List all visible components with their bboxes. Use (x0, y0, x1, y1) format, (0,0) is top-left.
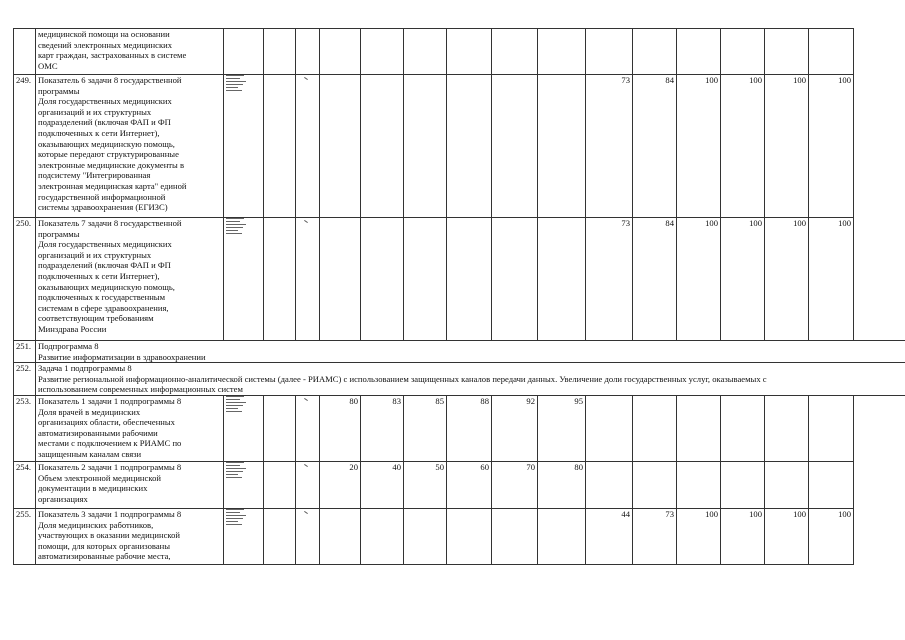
empty-cell (264, 461, 296, 508)
empty-cell (264, 218, 296, 341)
value-cell (765, 461, 809, 508)
illegible-scribble (226, 411, 242, 412)
illegible-scribble (226, 402, 246, 403)
illegible-scribble (226, 408, 238, 409)
value-cell: 100 (765, 218, 809, 341)
illegible-scribble (226, 75, 244, 76)
illegible-scribble (226, 512, 240, 513)
value-cell: 88 (447, 395, 492, 461)
illegible-scribble (226, 227, 243, 228)
illegible-scribble (226, 87, 238, 88)
value-cell (492, 75, 538, 218)
department-cell (224, 75, 264, 218)
section-title: Подпрограмма 8 Развитие информатизации в здравоохранении (36, 341, 905, 363)
row-number: 254. (14, 461, 36, 508)
department-cell (224, 29, 264, 75)
value-cell (721, 395, 765, 461)
empty-cell (264, 395, 296, 461)
value-cell: 100 (677, 508, 721, 564)
value-cell (361, 75, 404, 218)
value-cell (361, 508, 404, 564)
empty-cell (264, 75, 296, 218)
empty-cell (264, 508, 296, 564)
value-cell: 20 (320, 461, 361, 508)
indicator-description: Показатель 2 задачи 1 подпрограммы 8 Объем электронной медицинской документации в медицинских организациях (36, 461, 224, 508)
value-cell (538, 75, 586, 218)
row-number: 249. (14, 75, 36, 218)
indicator-description: Показатель 7 задачи 8 государственной программы Доля государственных медицинских организаций и их структурных подразделений (включая ФАП и ФП подключенных к сети Интернет), оказывающих медицинскую помощь, подключенных к государственным системам в сфере здравоохранения, соответствующим требованиям Минздрава России (36, 218, 224, 341)
row-number: 252. (14, 363, 36, 396)
value-cell (447, 29, 492, 75)
illegible-scribble (226, 396, 244, 397)
value-cell (320, 508, 361, 564)
row-number: 255. (14, 508, 36, 564)
value-cell (361, 218, 404, 341)
illegible-scribble (226, 224, 246, 225)
value-cell: 84 (633, 218, 677, 341)
value-cell (633, 461, 677, 508)
tick-cell (296, 461, 320, 508)
value-cell: 92 (492, 395, 538, 461)
tick-mark (304, 511, 308, 514)
indicator-description: медицинской помощи на основании сведений электронных медицинских карт граждан, застрахованных в системе ОМС (36, 29, 224, 75)
value-cell (320, 218, 361, 341)
table-row (14, 395, 905, 461)
illegible-scribble (226, 218, 244, 219)
value-cell: 100 (809, 218, 854, 341)
value-cell: 100 (721, 75, 765, 218)
illegible-scribble (226, 233, 242, 234)
illegible-scribble (226, 81, 246, 82)
value-cell: 83 (361, 395, 404, 461)
value-cell (721, 461, 765, 508)
tick-mark (304, 398, 308, 401)
value-cell (320, 29, 361, 75)
value-cell (320, 75, 361, 218)
tick-cell (296, 75, 320, 218)
value-cell (677, 461, 721, 508)
tick-cell (296, 218, 320, 341)
illegible-scribble (226, 90, 242, 91)
value-cell: 100 (809, 75, 854, 218)
illegible-scribble (226, 509, 244, 510)
value-cell (809, 395, 854, 461)
value-cell (586, 461, 633, 508)
illegible-scribble (226, 78, 240, 79)
value-cell: 100 (765, 75, 809, 218)
value-cell (447, 508, 492, 564)
section-row (14, 341, 905, 363)
tick-mark (304, 464, 308, 467)
value-cell (809, 29, 854, 75)
document-sheet (13, 28, 905, 565)
row-number: 253. (14, 395, 36, 461)
table-row (14, 461, 905, 508)
value-cell: 70 (492, 461, 538, 508)
value-cell (447, 218, 492, 341)
tick-cell (296, 395, 320, 461)
value-cell: 100 (677, 218, 721, 341)
indicator-description: Показатель 1 задачи 1 подпрограммы 8 Доля врачей в медицинских организациях области, обеспеченных автоматизированными рабочими местами с подключением к РИАМС по защищенным каналам связи (36, 395, 224, 461)
illegible-scribble (226, 399, 240, 400)
table-row (14, 75, 905, 218)
value-cell (809, 461, 854, 508)
tick-mark (304, 220, 308, 223)
indicator-table (13, 28, 905, 565)
value-cell (677, 29, 721, 75)
value-cell: 73 (633, 508, 677, 564)
value-cell (492, 508, 538, 564)
value-cell: 80 (320, 395, 361, 461)
value-cell (447, 75, 492, 218)
value-cell: 44 (586, 508, 633, 564)
section-title: Задача 1 подпрограммы 8 Развитие региональной информационно-аналитической системы (далее - РИАМС) с использованием защищенных каналов передачи данных. Увеличение доли государственных услуг, оказываемых с использованием современных информационных систем (36, 363, 905, 396)
table-row (14, 218, 905, 341)
value-cell: 100 (809, 508, 854, 564)
illegible-scribble (226, 230, 238, 231)
row-number: 251. (14, 341, 36, 363)
section-row (14, 363, 905, 396)
illegible-scribble (226, 477, 242, 478)
value-cell: 73 (586, 218, 633, 341)
illegible-scribble (226, 524, 242, 525)
value-cell: 84 (633, 75, 677, 218)
illegible-scribble (226, 468, 246, 469)
indicator-description: Показатель 3 задачи 1 подпрограммы 8 Доля медицинских работников, участвующих в оказании медицинской помощи, для которых организованы автоматизированные рабочие места, (36, 508, 224, 564)
illegible-scribble (226, 521, 238, 522)
value-cell (404, 75, 447, 218)
illegible-scribble (226, 471, 243, 472)
value-cell: 85 (404, 395, 447, 461)
illegible-scribble (226, 465, 240, 466)
illegible-scribble (226, 84, 243, 85)
illegible-scribble (226, 462, 244, 463)
department-cell (224, 395, 264, 461)
value-cell (633, 29, 677, 75)
tick-cell (296, 508, 320, 564)
value-cell: 60 (447, 461, 492, 508)
table-row (14, 508, 905, 564)
value-cell (538, 29, 586, 75)
value-cell (765, 395, 809, 461)
value-cell (538, 218, 586, 341)
value-cell: 40 (361, 461, 404, 508)
department-cell (224, 218, 264, 341)
value-cell (633, 395, 677, 461)
value-cell: 100 (677, 75, 721, 218)
value-cell (586, 395, 633, 461)
tick-mark (304, 77, 308, 80)
value-cell: 95 (538, 395, 586, 461)
value-cell (538, 508, 586, 564)
value-cell (404, 218, 447, 341)
value-cell: 50 (404, 461, 447, 508)
value-cell (492, 218, 538, 341)
table-row (14, 29, 905, 75)
value-cell: 73 (586, 75, 633, 218)
value-cell: 80 (538, 461, 586, 508)
indicator-description: Показатель 6 задачи 8 государственной программы Доля государственных медицинских организаций и их структурных подразделений (включая ФАП и ФП подключенных к сети Интернет), оказывающих медицинскую помощь, которые передают структурированные электронные медицинские документы в подсистему "Интегрированная электронная медицинская карта" единой государственной информационной системы здравоохранения (ЕГИЗС) (36, 75, 224, 218)
value-cell (677, 395, 721, 461)
illegible-scribble (226, 221, 240, 222)
value-cell (586, 29, 633, 75)
illegible-scribble (226, 518, 243, 519)
value-cell: 100 (721, 508, 765, 564)
value-cell: 100 (721, 218, 765, 341)
value-cell: 100 (765, 508, 809, 564)
value-cell (765, 29, 809, 75)
department-cell (224, 508, 264, 564)
department-cell (224, 461, 264, 508)
illegible-scribble (226, 474, 238, 475)
row-number (14, 29, 36, 75)
value-cell (404, 508, 447, 564)
value-cell (721, 29, 765, 75)
row-number: 250. (14, 218, 36, 341)
value-cell (404, 29, 447, 75)
illegible-scribble (226, 515, 246, 516)
illegible-scribble (226, 405, 243, 406)
empty-cell (264, 29, 296, 75)
value-cell (361, 29, 404, 75)
value-cell (492, 29, 538, 75)
tick-cell (296, 29, 320, 75)
